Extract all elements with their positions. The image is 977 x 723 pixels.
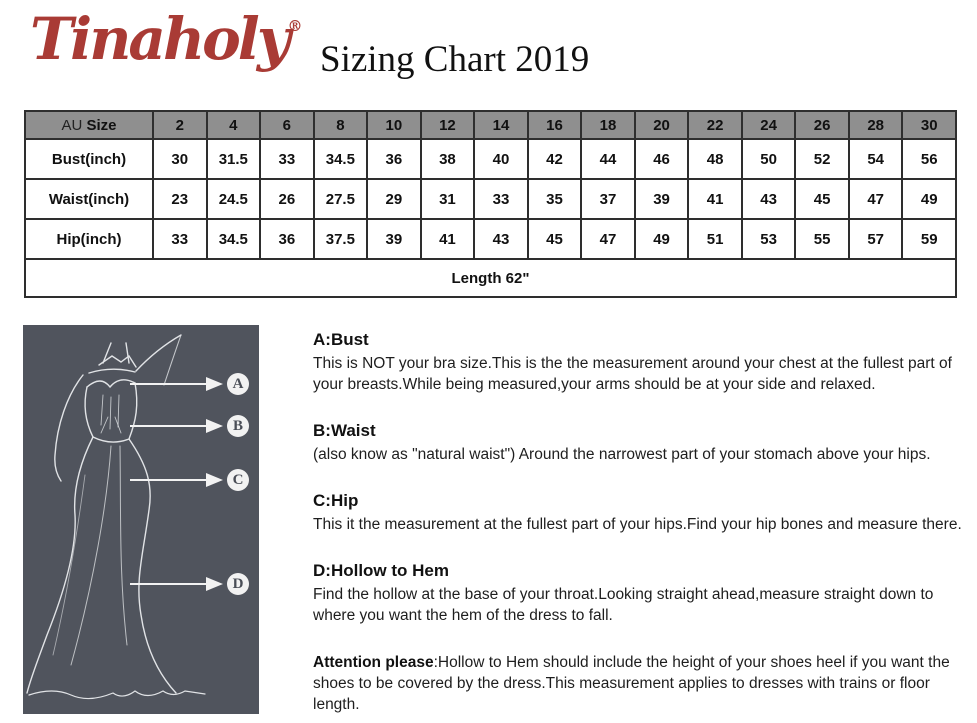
size-col-header: 10 (367, 111, 421, 139)
marker-letter-d: D (227, 573, 249, 595)
section-body: Find the hollow at the base of your throat.Looking straight ahead,measure straight down to where you want the hem of the dress to fall. (313, 586, 934, 624)
measurement-row (25, 179, 956, 219)
measurement-cell: 53 (742, 219, 796, 259)
marker-letter-b: B (227, 415, 249, 437)
measurement-cell: 56 (902, 139, 956, 179)
measurement-cell: 51 (688, 219, 742, 259)
marker-letter-c: C (227, 469, 249, 491)
measurement-cell: 24.5 (207, 179, 261, 219)
measurement-cell: 57 (849, 219, 903, 259)
size-col-header: 2 (153, 111, 207, 139)
measurement-cell: 42 (528, 139, 582, 179)
attention-text: :Hollow to Hem should include the height of your shoes heel if you want the shoes to be covered by the dress.This measurement applies to dresses with trains or floor length. (313, 654, 950, 713)
dress-figure-panel (23, 325, 259, 714)
dress-sketch (23, 325, 259, 714)
measurement-cell: 43 (742, 179, 796, 219)
size-col-header: 14 (474, 111, 528, 139)
measurement-cell: 52 (795, 139, 849, 179)
size-col-header: 6 (260, 111, 314, 139)
measurement-cell: 30 (153, 139, 207, 179)
size-col-header: 8 (314, 111, 368, 139)
measurement-cell: 36 (260, 219, 314, 259)
row-label: Hip(inch) (25, 219, 153, 259)
size-header-row (25, 111, 956, 139)
size-col-header: 12 (421, 111, 475, 139)
measurement-cell: 26 (260, 179, 314, 219)
measurement-cell: 36 (367, 139, 421, 179)
row-label: Bust(inch) (25, 139, 153, 179)
section-heading: C:Hip (313, 491, 359, 510)
corner-label-size: Size (86, 116, 117, 134)
size-col-header: 16 (528, 111, 582, 139)
measurement-cell: 27.5 (314, 179, 368, 219)
measurement-cell: 47 (849, 179, 903, 219)
measurement-cell: 35 (528, 179, 582, 219)
measurement-cell: 31.5 (207, 139, 261, 179)
measurement-section (313, 561, 973, 626)
section-heading: D:Hollow to Hem (313, 561, 449, 580)
measurement-cell: 38 (421, 139, 475, 179)
size-col-header: 30 (902, 111, 956, 139)
measurement-cell: 54 (849, 139, 903, 179)
corner-header-cell (25, 111, 153, 139)
measurement-cell: 40 (474, 139, 528, 179)
measurement-cell: 44 (581, 139, 635, 179)
size-col-header: 28 (849, 111, 903, 139)
measurement-cell: 45 (528, 219, 582, 259)
section-body: This it the measurement at the fullest part of your hips.Find your hip bones and measure there. (313, 516, 962, 533)
size-table (24, 110, 957, 298)
measurement-cell: 48 (688, 139, 742, 179)
measurement-cell: 49 (902, 179, 956, 219)
registered-mark: ® (287, 17, 303, 35)
measurement-cell: 33 (153, 219, 207, 259)
brand-logo-text: Tinaholy (30, 5, 288, 73)
measurement-cell: 37.5 (314, 219, 368, 259)
size-col-header: 24 (742, 111, 796, 139)
size-col-header: 22 (688, 111, 742, 139)
measurement-cell: 59 (902, 219, 956, 259)
measurement-cell: 39 (367, 219, 421, 259)
length-note: Length 62" (25, 259, 956, 297)
section-heading: A:Bust (313, 330, 369, 349)
length-row (25, 259, 956, 297)
attention-note (313, 652, 973, 715)
measurement-row (25, 139, 956, 179)
corner-label-au: AU (61, 116, 83, 134)
measurement-cell: 33 (474, 179, 528, 219)
section-heading: B:Waist (313, 421, 376, 440)
measurement-row (25, 219, 956, 259)
measurement-cell: 31 (421, 179, 475, 219)
brand-logo (30, 2, 303, 77)
measurement-section (313, 491, 973, 535)
measurement-cell: 39 (635, 179, 689, 219)
measurement-cell: 37 (581, 179, 635, 219)
section-body: This is NOT your bra size.This is the the measurement around your chest at the fullest part of your breasts.While being measured,your arms should be at your side and relaxed. (313, 355, 952, 393)
size-col-header: 18 (581, 111, 635, 139)
measurement-cell: 55 (795, 219, 849, 259)
measurement-cell: 43 (474, 219, 528, 259)
measurement-cell: 34.5 (207, 219, 261, 259)
measurement-cell: 33 (260, 139, 314, 179)
measurement-cell: 41 (688, 179, 742, 219)
size-col-header: 20 (635, 111, 689, 139)
size-col-header: 4 (207, 111, 261, 139)
section-body: (also know as "natural waist") Around the narrowest part of your stomach above your hips. (313, 446, 931, 463)
measurement-cell: 29 (367, 179, 421, 219)
page-title: Sizing Chart 2019 (320, 39, 590, 80)
measurement-cell: 41 (421, 219, 475, 259)
measurement-cell: 45 (795, 179, 849, 219)
measurement-cell: 46 (635, 139, 689, 179)
measurement-cell: 34.5 (314, 139, 368, 179)
measurement-cell: 49 (635, 219, 689, 259)
measurement-cell: 47 (581, 219, 635, 259)
row-label: Waist(inch) (25, 179, 153, 219)
marker-letter-a: A (227, 373, 249, 395)
measurement-cell: 50 (742, 139, 796, 179)
measurement-cell: 23 (153, 179, 207, 219)
size-col-header: 26 (795, 111, 849, 139)
measurement-section (313, 421, 973, 465)
measurement-section (313, 330, 973, 395)
measurement-info-column (313, 330, 973, 715)
attention-label: Attention please (313, 654, 434, 671)
